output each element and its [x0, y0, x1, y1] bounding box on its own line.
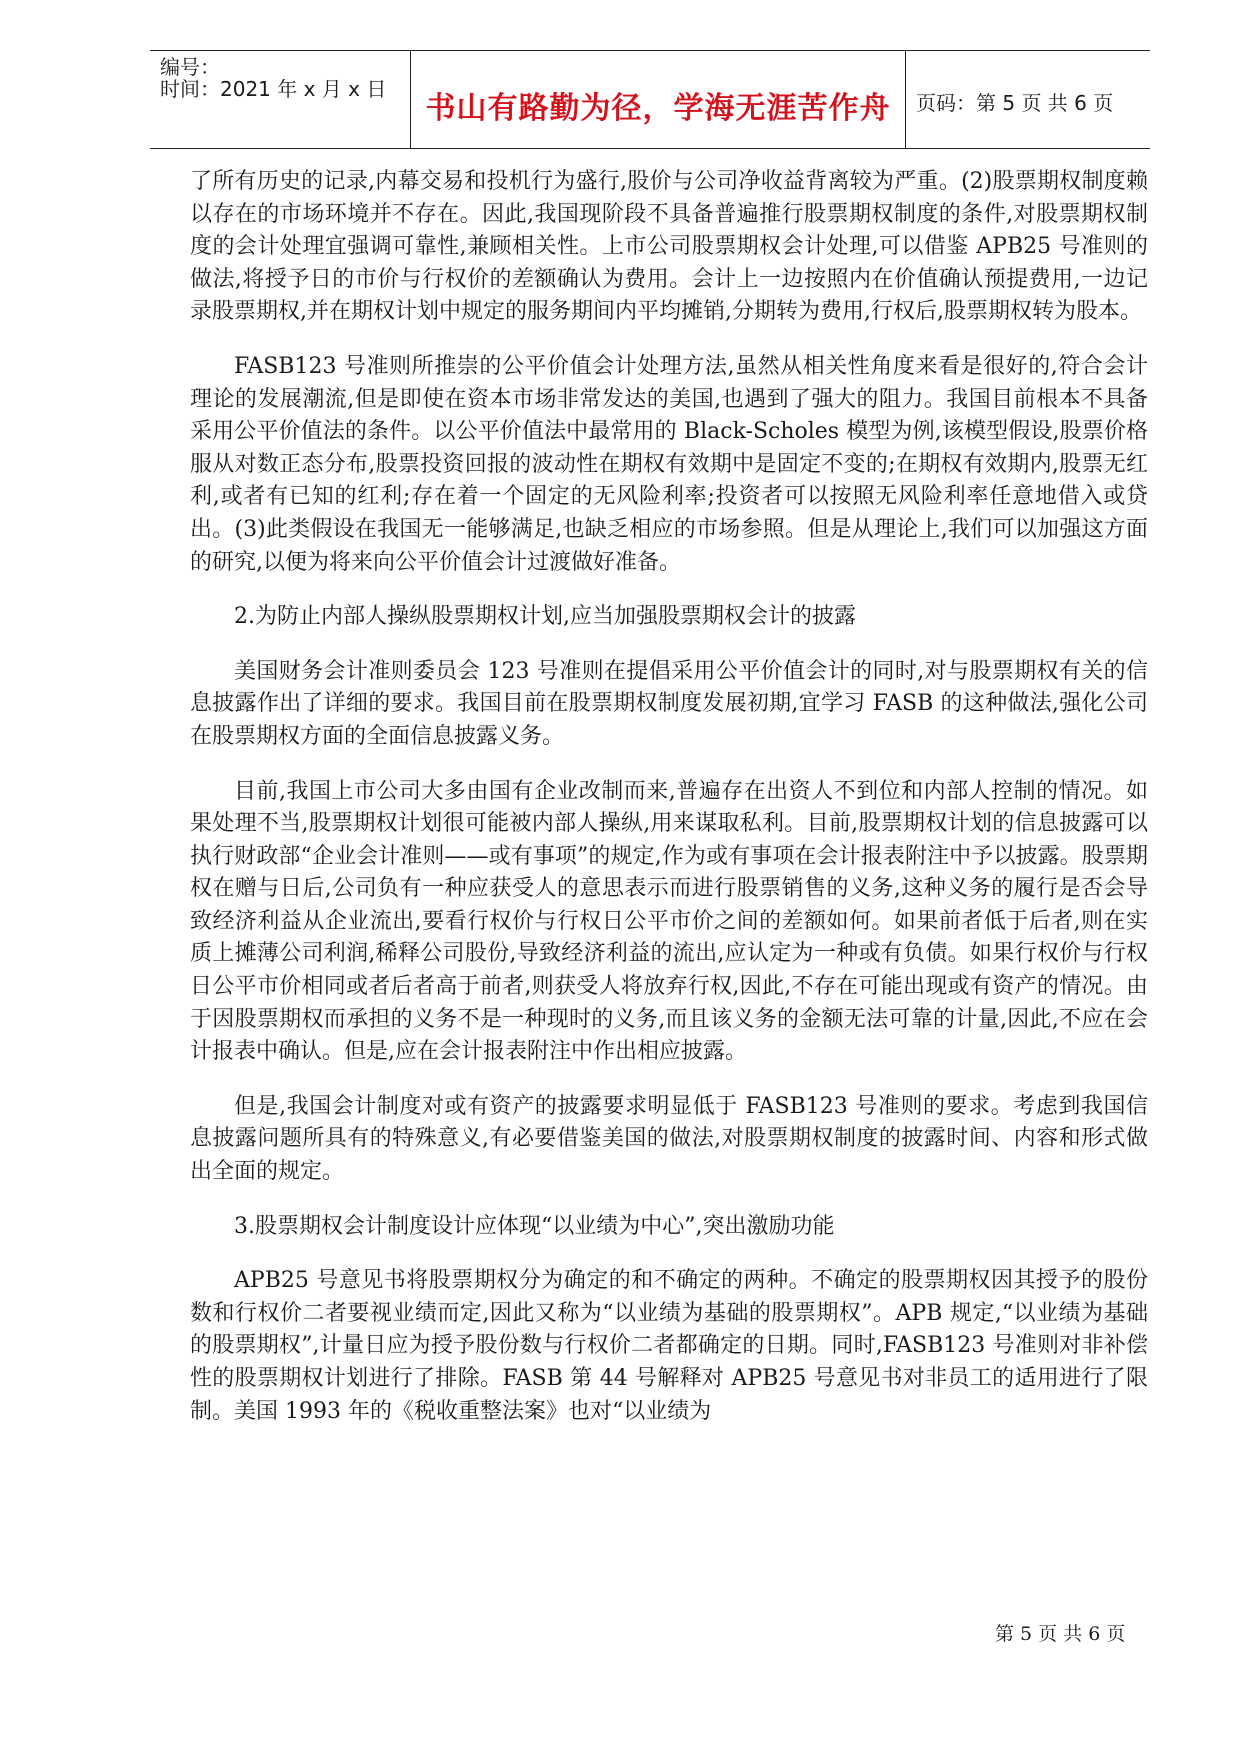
paragraph: 了所有历史的记录,内幕交易和投机行为盛行,股价与公司净收益背离较为严重。(2)股票期权制度赖以存在的市场环境并不存在。因此,我国现阶段不具备普遍推行股票期权制度的条件,对股票期权制度的会计处理宜强调可靠性,兼顾相关性。上市公司股票期权会计处理,可以借鉴 APB25 号准则的做法,将授予日的市价与行权价的差额确认为费用。会计上一边按照内在价值确认预提费用,一边记录股票期权,并在期权计划中规定的服务期间内平均摊销,分期转为费用,行权后,股票期权转为股本。 [190, 169, 1148, 325]
motto: 书山有路勤为径，学海无涯苦作舟 [425, 91, 891, 126]
section-heading: 2.为防止内部人操纵股票期权计划,应当加强股票期权会计的披露 [234, 604, 856, 630]
time-label: 时间：2021 年 x 月 x 日 [160, 77, 387, 101]
number-label: 编号： [160, 55, 220, 79]
header-meta [150, 51, 410, 148]
header-page-number: 页码：第 5 页 共 6 页 [916, 91, 1114, 115]
document-body [190, 166, 1148, 1428]
paragraph: 美国财务会计准则委员会 123 号准则在提倡采用公平价值会计的同时,对与股票期权有关的信息披露作出了详细的要求。我国目前在股票期权制度发展初期,宜学习 FASB 的这种做法,强化公司在股票期权方面的全面信息披露义务。 [190, 658, 1148, 749]
paragraph: APB25 号意见书将股票期权分为确定的和不确定的两种。不确定的股票期权因其授予的股份数和行权价二者要视业绩而定,因此又称为“以业绩为基础的股票期权”。APB 规定,“以业绩为基础的股票期权”,计量日应为授予股份数与行权价二者都确定的日期。同时,FASB123 号准则对非补偿性的股票期权计划进行了排除。FASB 第 44 号解释对 APB25 号意见书对非员工的适用进行了限制。美国 1993 年的《税收重整法案》也对“以业绩为 [190, 1268, 1148, 1424]
paragraph: 目前,我国上市公司大多由国有企业改制而来,普遍存在出资人不到位和内部人控制的情况。如果处理不当,股票期权计划很可能被内部人操纵,用来谋取私利。目前,股票期权计划的信息披露可以执行财政部“企业会计准则——或有事项”的规定,作为或有事项在会计报表附注中予以披露。股票期权在赠与日后,公司负有一种应获受人的意思表示而进行股票销售的义务,这种义务的履行是否会导致经济利益从企业流出,要看行权价与行权日公平市价之间的差额如何。如果前者低于后者,则在实质上摊薄公司利润,稀释公司股份,导致经济利益的流出,应认定为一种或有负债。如果行权价与行权日公平市价相同或者后者高于前者,则获受人将放弃行权,因此,不存在可能出现或有资产的情况。由于因股票期权而承担的义务不是一种现时的义务,而且该义务的金额无法可靠的计量,因此,不应在会计报表中确认。但是,应在会计报表附注中作出相应披露。 [190, 778, 1148, 1065]
paragraph: FASB123 号准则所推崇的公平价值会计处理方法,虽然从相关性角度来看是很好的,符合会计理论的发展潮流,但是即使在资本市场非常发达的美国,也遇到了强大的阻力。我国目前根本不具备采用公平价值法的条件。以公平价值法中最常用的 Black-Scholes 模型为例,该模型假设,股票价格服从对数正态分布,股票投资回报的波动性在期权有效期中是固定不变的;在期权有效期内,股票无红利,或者有已知的红利;存在着一个固定的无风险利率;投资者可以按照无风险利率任意地借入或贷出。(3)此类假设在我国无一能够满足,也缺乏相应的市场参照。但是从理论上,我们可以加强这方面的研究,以便为将来向公平价值会计过渡做好准备。 [190, 353, 1148, 575]
header-page-cell [906, 51, 1150, 148]
paragraph: 但是,我国会计制度对或有资产的披露要求明显低于 FASB123 号准则的要求。考虑到我国信息披露问题所具有的特殊意义,有必要借鉴美国的做法,对股票期权制度的披露时间、内容和形式做出全面的规定。 [190, 1093, 1148, 1185]
page-header [150, 50, 1150, 149]
page-footer: 第 5 页 共 6 页 [995, 1623, 1126, 1645]
section-heading: 3.股票期权会计制度设计应体现“以业绩为中心”,突出激励功能 [234, 1213, 835, 1239]
header-motto-cell [410, 51, 906, 148]
